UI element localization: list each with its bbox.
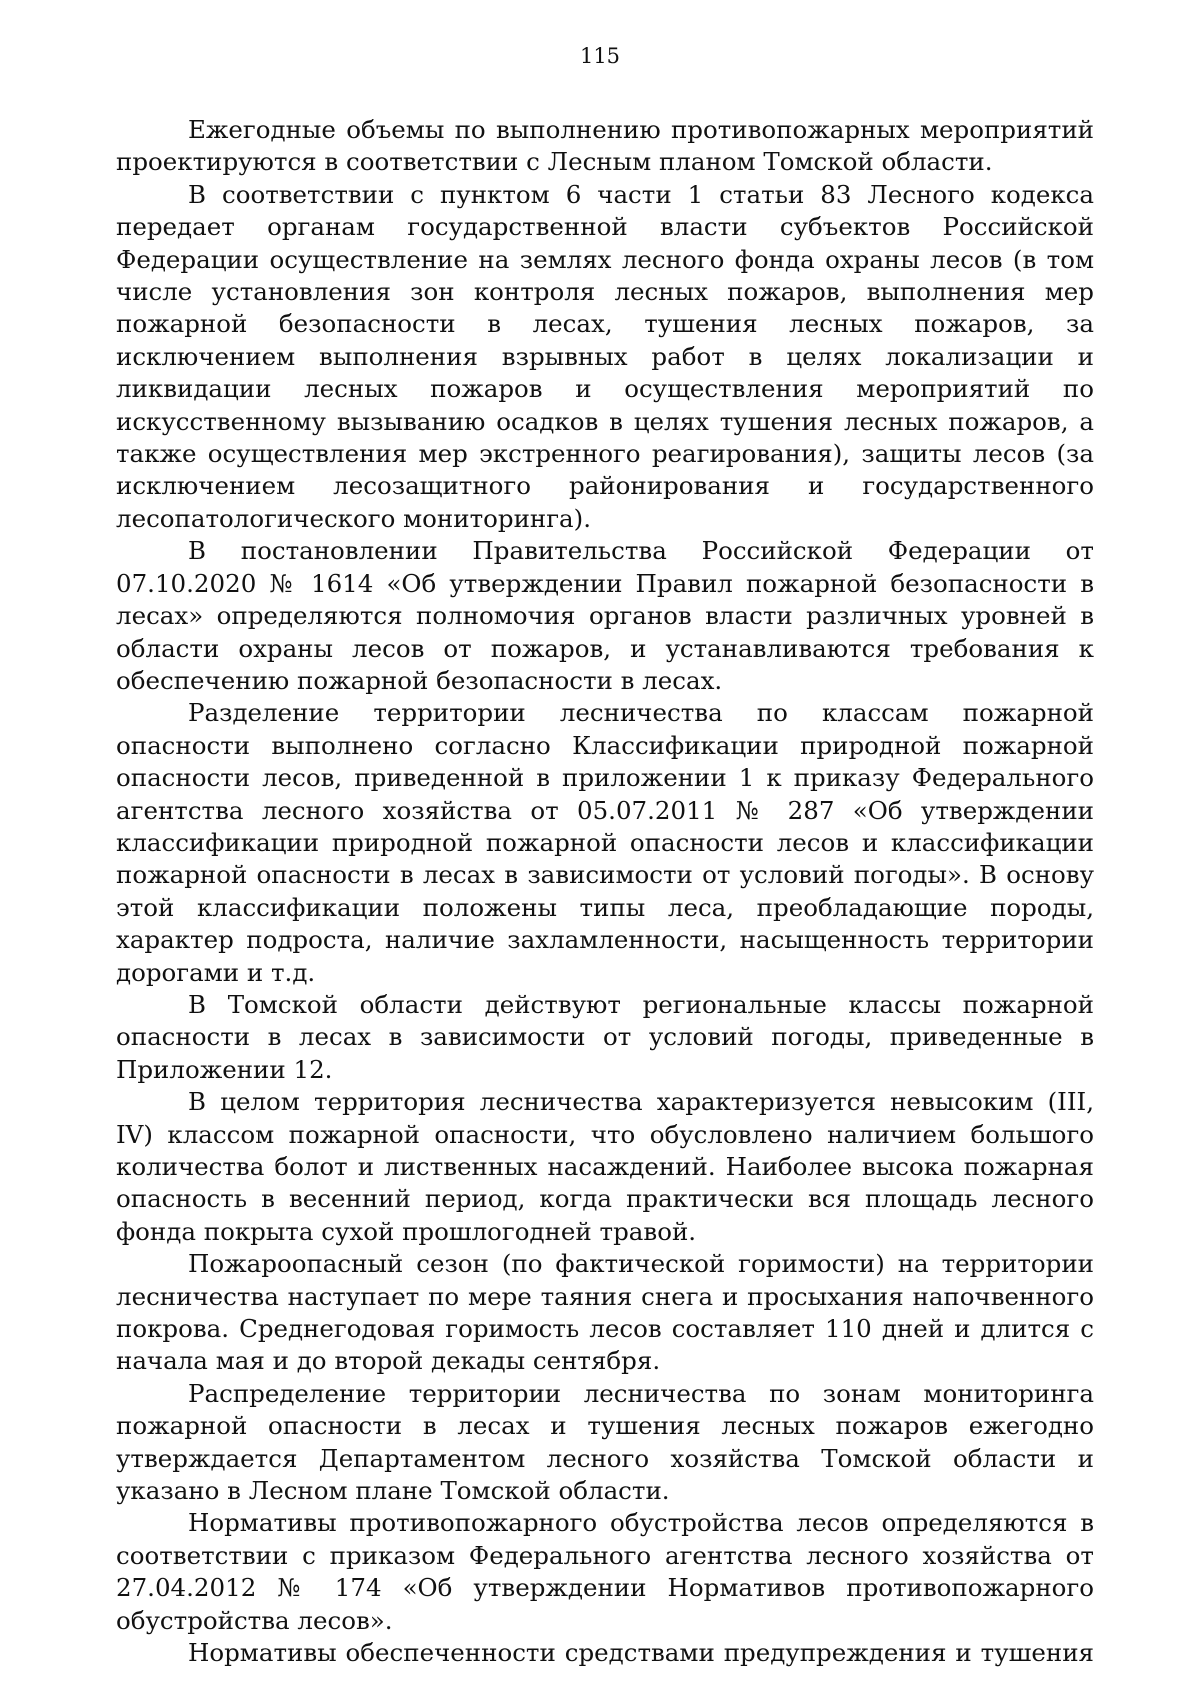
paragraph-forest-code: В соответствии с пунктом 6 части 1 статьи 83 Лесного кодекса передает органам государственной власти субъектов Российской Федерации осуществление на землях лесного фонда охраны лесов (в том числе установления зон контроля лесных пожаров, выполнения мер пожарной безопасности в лесах, тушения лесных пожаров, за исключением выполнения взрывных работ в целях локализации и ликвидации лесных пожаров и осуществления мероприятий по искусственному вызыванию осадков в целях тушения лесных пожаров, а также осуществления мер экстренного реагирования), защиты лесов (за исключением лесозащитного районирования и государственного лесопатологического мониторинга). (116, 179, 1094, 533)
paragraph-equipment-norms: Нормативы обеспеченности средствами предупреждения и тушения (188, 1638, 1094, 1668)
page-number: 115 (579, 44, 621, 68)
paragraph-regional-classes: В Томской области действуют региональные классы пожарной опасности в лесах в зависимости от условий погоды, приведенные в Приложении 12. (116, 989, 1094, 1084)
paragraph-monitoring-zones: Распределение территории лесничества по зонам мониторинга пожарной опасности в лесах и тушения лесных пожаров ежегодно утверждается Департаментом лесного хозяйства Томской области и указано в Лесном плане Томской области. (116, 1378, 1094, 1506)
paragraph-annual-volumes: Ежегодные объемы по выполнению противопожарных мероприятий проектируются в соответствии с Лесным планом Томской области. (116, 115, 1094, 177)
document-body (116, 114, 1094, 1670)
paragraph-territory-characteristics: В целом территория лесничества характеризуется невысоким (III, IV) классом пожарной опасности, что обусловлено наличием большого количества болот и лиственных насаждений. Наиболее высока пожарная опасность в весенний период, когда практически вся площадь лесного фонда покрыта сухой прошлогодней травой. (116, 1087, 1094, 1246)
paragraph-government-resolution: В постановлении Правительства Российской Федерации от 07.10.2020 № 1614 «Об утверждении Правил пожарной безопасности в лесах» определяются полномочия органов власти различных уровней в области охраны лесов от пожаров, и устанавливаются требования к обеспечению пожарной безопасности в лесах. (116, 536, 1094, 695)
paragraph-fire-season: Пожароопасный сезон (по фактической горимости) на территории лесничества наступает по мере таяния снега и просыхания напочвенного покрова. Среднегодовая горимость лесов составляет 110 дней и длится с начала мая и до второй декады сентября. (116, 1249, 1094, 1376)
paragraph-fire-danger-classes: Разделение территории лесничества по классам пожарной опасности выполнено согласно Классификации природной пожарной опасности лесов, приведенной в приложении 1 к приказу Федерального агентства лесного хозяйства от 05.07.2011 № 287 «Об утверждении классификации природной пожарной опасности лесов и классификации пожарной опасности в лесах в зависимости от условий погоды». В основу этой классификации положены типы леса, преобладающие породы, характер подроста, наличие захламленности, насыщенность территории дорогами и т.д. (116, 698, 1094, 987)
paragraph-fire-arrangement-norms: Нормативы противопожарного обустройства лесов определяются в соответствии с приказом Федерального агентства лесного хозяйства от 27.04.2012 № 174 «Об утверждении Нормативов противопожарного обустройства лесов». (116, 1508, 1094, 1635)
